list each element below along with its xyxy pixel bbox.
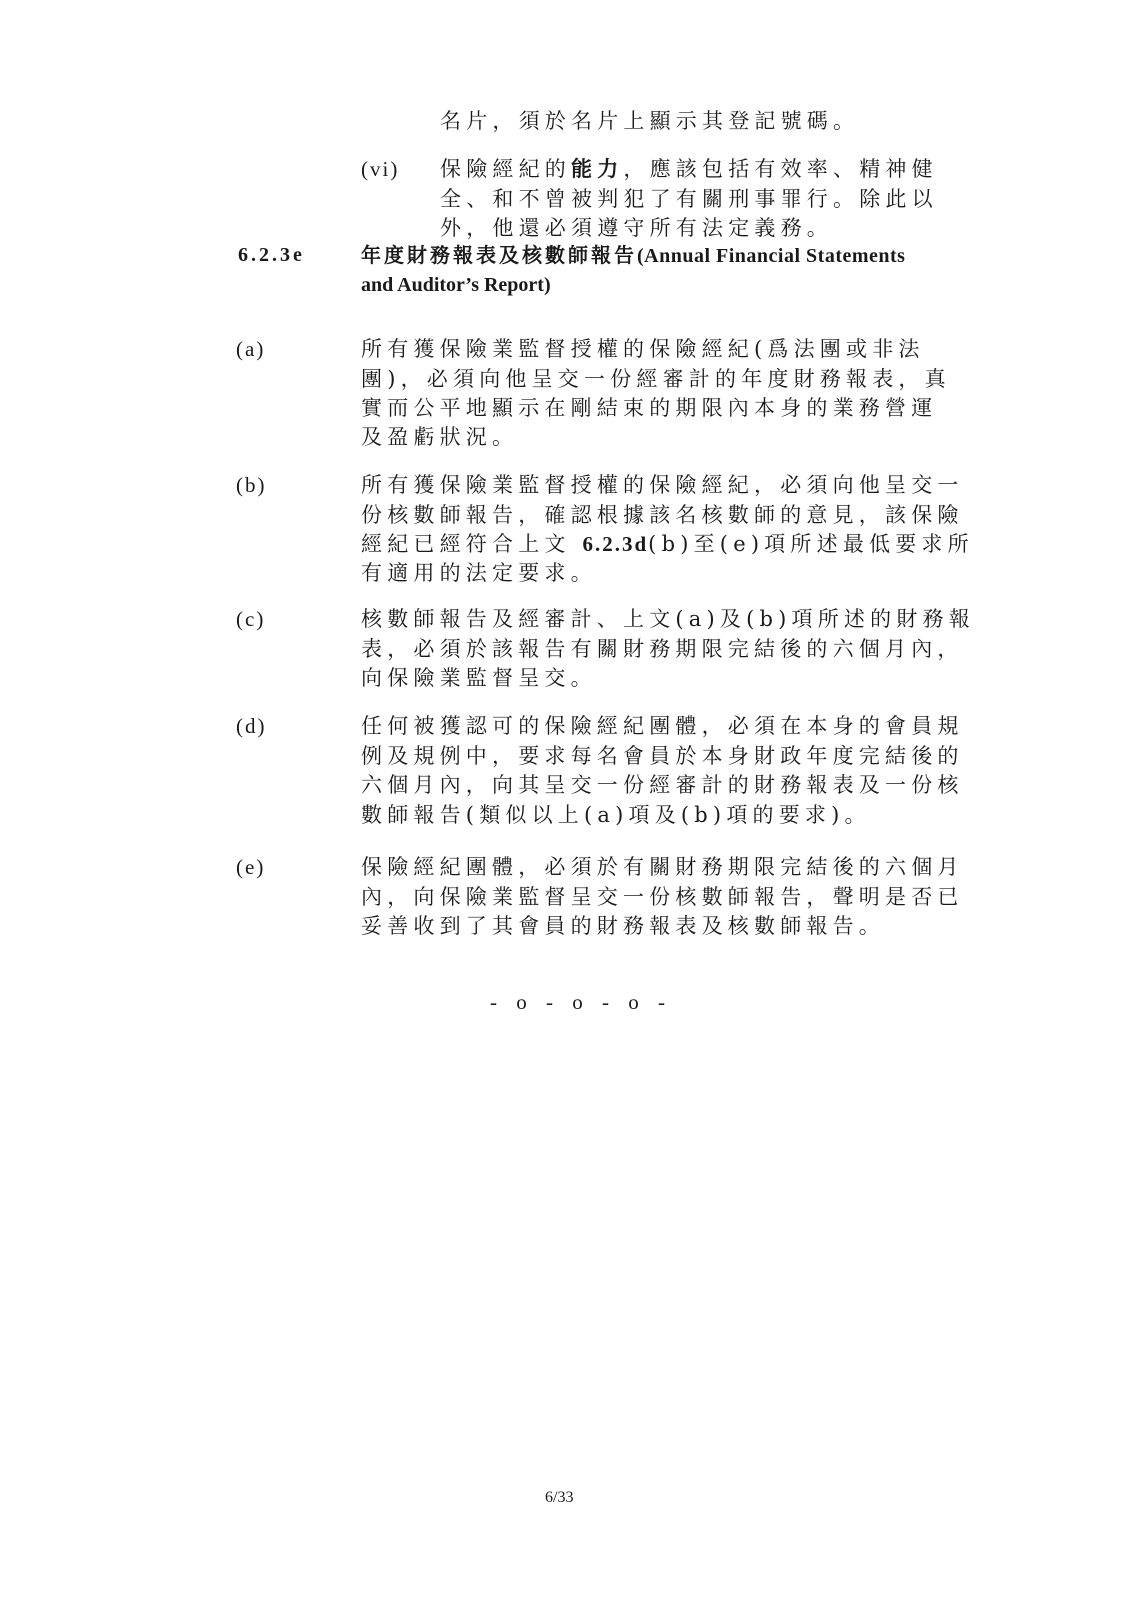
paragraph-c-label: (c)	[236, 607, 266, 631]
paragraph-b-line-3	[361, 529, 974, 559]
paragraph-b-line: 有適用的法定要求。	[361, 561, 597, 585]
paragraph-b-line-3-post: (b)至(e)項所述最低要求所	[648, 532, 974, 556]
section-title-en: (Annual Financial Statements	[637, 245, 906, 267]
paragraph-a-line: 團)，必須向他呈交一份經審計的年度財務報表，真	[361, 367, 951, 391]
paragraph-e-line: 內，向保險業監督呈交一份核數師報告，聲明是否已	[361, 885, 964, 909]
item-vi-line-2: 全、和不曾被判犯了有關刑事罪行。除此以	[440, 187, 938, 211]
item-vi-line-1-post: ，應該包括有效率、精神健	[623, 157, 938, 181]
paragraph-b-reference: 6.2.3d	[582, 532, 649, 556]
paragraph-d-line: 例及規例中，要求每名會員於本身財政年度完結後的	[361, 744, 964, 768]
paragraph-a-label: (a)	[236, 337, 266, 361]
paragraph-d-label: (d)	[236, 714, 267, 738]
section-number: 6.2.3e	[238, 244, 305, 266]
paragraph-d-line: 數師報告(類似以上(a)項及(b)項的要求)。	[361, 803, 871, 827]
paragraph-c-line: 核數師報告及經審計、上文(a)及(b)項所述的財務報	[361, 607, 975, 631]
item-vi-line-1	[440, 154, 938, 184]
paragraph-a-line: 實而公平地顯示在剛結束的期限內本身的業務營運	[361, 396, 938, 420]
item-vi-line-3: 外，他還必須遵守所有法定義務。	[440, 216, 833, 240]
paragraph-a-line: 所有獲保險業監督授權的保險經紀(爲法團或非法	[361, 337, 925, 361]
paragraph-b-line: 份核數師報告，確認根據該名核數師的意見，該保險	[361, 503, 964, 527]
paragraph-e-label: (e)	[236, 855, 266, 879]
item-vi-line-1-pre: 保險經紀的	[440, 157, 571, 181]
paragraph-b-line-3-pre: 經紀已經符合上文	[361, 532, 583, 556]
paragraph-c-line: 表，必須於該報告有關財務期限完結後的六個月內，	[361, 637, 964, 661]
paragraph-c-line: 向保險業監督呈交。	[361, 666, 597, 690]
section-title-en-line-2: and Auditor’s Report)	[361, 274, 551, 296]
paragraph-a-line: 及盈虧狀況。	[361, 425, 519, 449]
section-title-zh: 年度財務報表及核數師報告	[361, 243, 637, 267]
section-title	[361, 240, 905, 271]
paragraph-e-line: 妥善收到了其會員的財務報表及核數師報告。	[361, 914, 885, 938]
paragraph-d-line: 任何被獲認可的保險經紀團體，必須在本身的會員規	[361, 714, 964, 738]
paragraph-b-label: (b)	[236, 473, 267, 497]
item-vi-line-1-bold: 能力	[571, 156, 624, 181]
paragraph-e-line: 保險經紀團體，必須於有關財務期限完結後的六個月	[361, 855, 964, 879]
paragraph-d-line: 六個月內，向其呈交一份經審計的財務報表及一份核	[361, 773, 964, 797]
paragraph-b-line: 所有獲保險業監督授權的保險經紀，必須向他呈交一	[361, 473, 964, 497]
item-vi-label: (vi)	[361, 157, 400, 181]
section-separator: - o - o - o -	[490, 990, 672, 1014]
continuation-line: 名片，須於名片上顯示其登記號碼。	[440, 109, 860, 133]
page-number: 6/33	[545, 1489, 574, 1506]
